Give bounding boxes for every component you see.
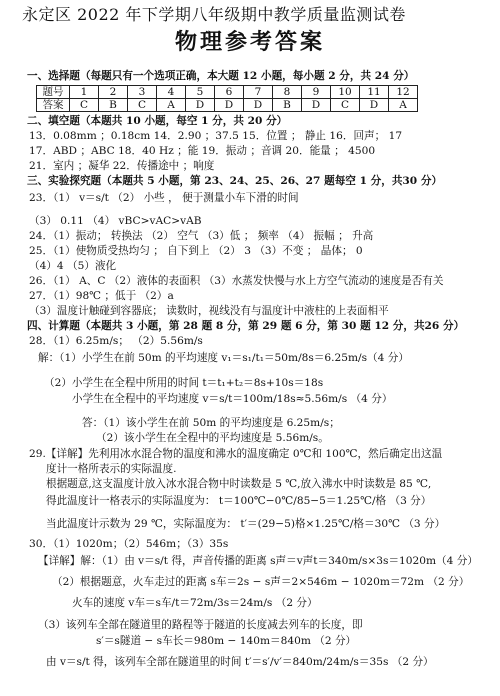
table-cell: 1 <box>70 86 99 99</box>
table-cell: 10 <box>331 86 360 99</box>
table-row <box>37 99 418 112</box>
answer-line-28: 28．（1）6.25m/s； （2）5.56m/s <box>29 335 203 347</box>
solution-line-30f: 由 v＝s/t 得，该列车全部在隧道里的时间 t′＝s′/v′＝840m/24m/s＝35s （2 分） <box>46 656 434 668</box>
table-cell: D <box>360 99 389 112</box>
table-cell: B <box>99 99 128 112</box>
solution-line-28e: （2）该小学生在全程中的平均速度是 5.56m/s。 <box>96 432 329 444</box>
section-heading-fill: 二、填空题（本题共 10 小题，每空 1 分，共 20 分） <box>27 115 288 127</box>
solution-line-29d: 得此温度计一格表示的实际温度为： t＝100℃−0℃/85−5＝1.25℃/格 （3 分） <box>46 495 432 507</box>
table-cell: D <box>302 99 331 112</box>
solution-line-29a: 29.【详解】先利用冰水混合物的温度和沸水的温度确定 0℃和 100℃，然后确定出这温 <box>29 448 443 460</box>
exam-header: 永定区 2022 年下学期八年级期中教学质量监测试卷 <box>22 5 406 24</box>
solution-line-30c: 火车的速度 v车＝s车/t＝72m/3s＝24m/s （2 分） <box>72 597 318 609</box>
table-cell: A <box>157 99 186 112</box>
solution-line-28b: （2）小学生在全程中所用的时间 t＝t₁+t₂＝8s+10s＝18s <box>44 377 324 389</box>
answer-line-25b: （4）4 （5）液化 <box>29 260 117 272</box>
answer-line-25: 25．（1）使物质受热均匀 ； 自下到上 （2） 3 （3）不变 ； 晶体； 0 <box>29 245 363 257</box>
solution-line-28c: 小学生在全程中的平均速度 v＝s/t＝100m/18s≈5.56m/s （4 分） <box>72 393 393 405</box>
table-cell: 7 <box>244 86 273 99</box>
table-row <box>37 86 418 99</box>
answer-line-27b: （3）温度计触碰到容器底； 读数时，视线没有与温度计中液柱的上表面相平 <box>29 305 389 317</box>
table-cell: 11 <box>360 86 389 99</box>
table-cell: D <box>244 99 273 112</box>
answer-line-21: 21．室内 ；凝华 22．传播途中 ；响度 <box>29 160 215 172</box>
answer-line-24: 24．（1）振动； 转换法 （2） 空气 （3）低 ； 频率 （4） 振幅 ； 升高 <box>29 230 374 242</box>
answer-table <box>36 85 418 112</box>
table-cell: 6 <box>215 86 244 99</box>
solution-line-28d: 答：（1）该小学生在前 50m 的平均速度是 6.25m/s； <box>82 417 340 429</box>
section-heading-calc: 四、计算题（本题共 3 小题，第 28 题 8 分，第 29 题 6 分，第 30 题 12 分，共26 分） <box>27 320 465 332</box>
solution-line-30d: （3）该列车全部在隧道里的路程等于隧道的长度减去列车的长度，即 <box>38 619 363 631</box>
table-cell: 3 <box>128 86 157 99</box>
solution-line-29e: 当此温度计示数为 29 ℃，实际温度为： t′＝(29−5)格×1.25℃/格＝30℃ （3 分） <box>46 518 446 530</box>
document-title: 物理参考答案 <box>174 29 325 55</box>
table-cell: 题号 <box>37 86 70 99</box>
section-heading-experiment: 三、实验探究题（本题共 5 小题，第 23、24、25、26、27 题每空 1 分，共30 分） <box>27 175 443 187</box>
table-cell: B <box>273 99 302 112</box>
table-cell: C <box>128 99 157 112</box>
solution-line-29b: 度计一格所表示的实际温度. <box>46 463 177 475</box>
answer-line-13: 13．0.08mm ；0.18cm 14．2.90 ；37.5 15．位置 ； 静止 16．回声； 17 <box>29 130 403 142</box>
answer-line-30: 30．（1）1020m；（2）546m；（3）35s <box>29 538 229 550</box>
table-cell: 答案 <box>37 99 70 112</box>
table-cell: 4 <box>157 86 186 99</box>
table-cell: 2 <box>99 86 128 99</box>
table-cell: C <box>331 99 360 112</box>
table-cell: 8 <box>273 86 302 99</box>
table-cell: 9 <box>302 86 331 99</box>
answer-line-23b: （3） 0.11 （4） vBC>vAC>vAB <box>29 215 202 227</box>
solution-line-30a: 【详解】解：（1）由 v＝s/t 得，声音传播的距离 s声＝v声t＝340m/s×3s＝1020m（4 分） <box>38 555 478 567</box>
section-heading-choice: 一、选择题（每题只有一个选项正确，本大题 12 小题，每小题 2 分，共 24 分） <box>27 70 415 82</box>
table-cell: 12 <box>389 86 418 99</box>
table-cell: D <box>186 99 215 112</box>
table-cell: 5 <box>186 86 215 99</box>
table-cell: D <box>215 99 244 112</box>
answer-line-17: 17．ABD ；ABC 18．40 Hz ；能 19．振动 ；音调 20．能量 ； 4500 <box>29 145 376 157</box>
answer-line-23: 23．（1） v＝s/t （2） 小些 ， 便于测量小车下滑的时间 <box>29 192 299 204</box>
solution-line-30b: （2）根据题意，火车走过的距离 s车＝2s − s声＝2×546m − 1020m＝72m （2 分） <box>52 576 470 588</box>
answer-line-27: 27．（1）98℃ ；低于 （2）a <box>29 290 174 302</box>
table-cell: A <box>389 99 418 112</box>
solution-line-29c: 根据题意,这支温度计放入冰水混合物中时读数是 5 ℃,放入沸水中时读数是 85 ℃, <box>46 478 432 490</box>
solution-line-30e: s′＝s隧道 − s车长＝980m − 140m＝840m （2 分） <box>96 635 357 647</box>
answer-line-26: 26．（1） A、C （2）液体的表面积 （3）水蒸发快慢与水上方空气流动的速度是否有关 <box>29 275 444 287</box>
table-cell: C <box>70 99 99 112</box>
solution-line-28a: 解：（1）小学生在前 50m 的平均速度 v₁＝s₁/t₁＝50m/8s＝6.25m/s（4 分） <box>38 352 409 364</box>
